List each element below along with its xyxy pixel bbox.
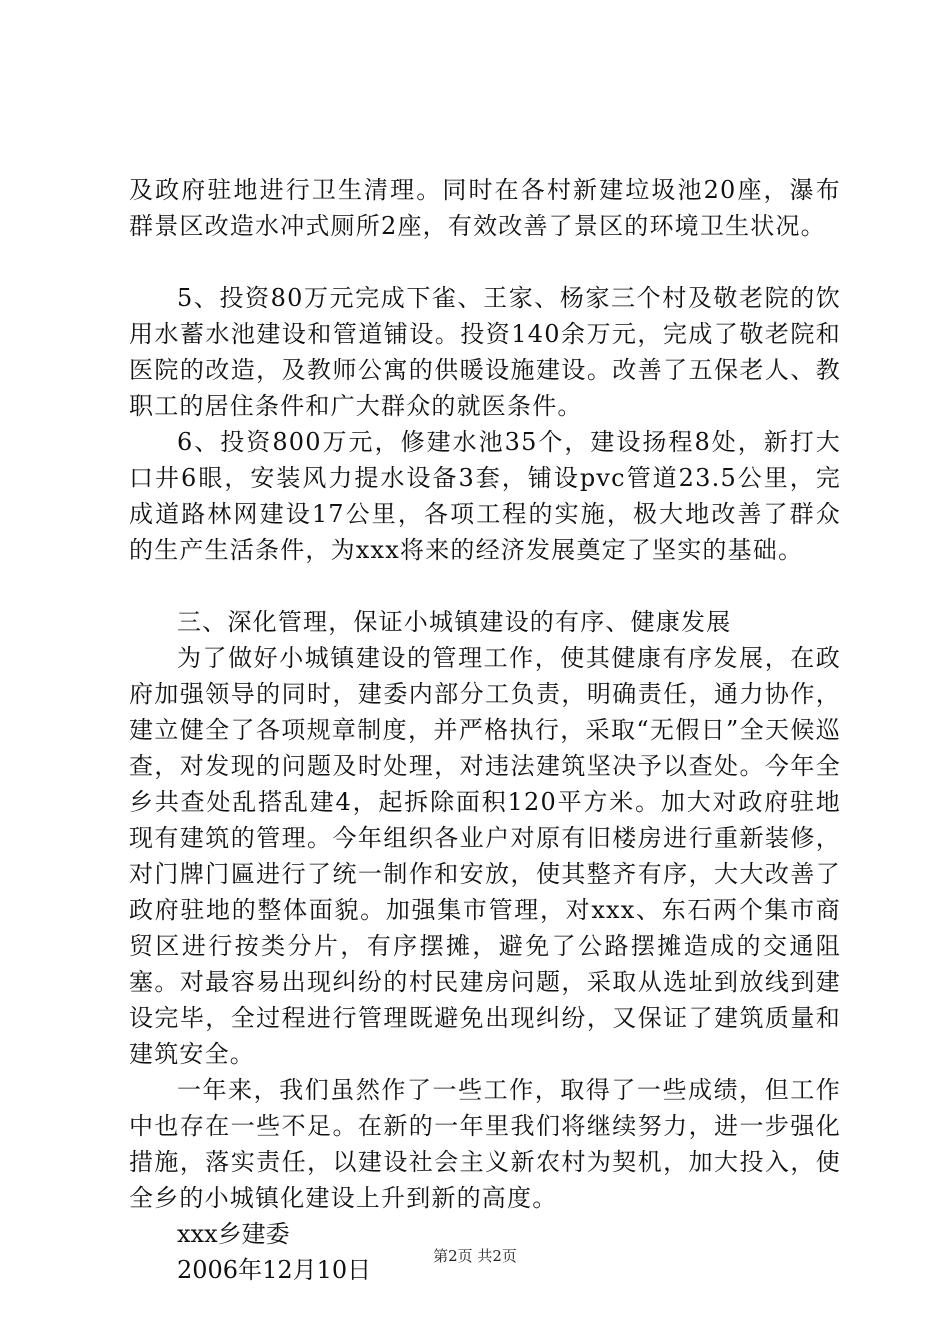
paragraph-gap <box>129 568 841 604</box>
document-date: 2006年12月10日 <box>177 1256 372 1284</box>
section-body: 为了做好小城镇建设的管理工作，使其健康有序发展，在政府加强领导的同时，建委内部分工负责，明确责任，通力协作，建立健全了各项规章制度，并严格执行，采取“无假日”全天候巡查，对发现的问题及时处理，对违法建筑坚决予以查处。今年全乡共查处乱搭乱建4，起拆除面积120平方米。加大对政府驻地现有建筑的管理。今年组织各业户对原有旧楼房进行重新装修，对门牌门匾进行了统一制作和安放，使其整齐有序，大大改善了政府驻地的整体面貌。加强集市管理，对xxx、东石两个集市商贸区进行按类分片，有序摆摊，避免了公路摆摊造成的交通阻塞。对最容易出现纠纷的村民建房问题，采取从选址到放线到建设完毕，全过程进行管理既避免出现纠纷，又保证了建筑质量和建筑安全。 <box>129 644 841 1068</box>
paragraph-gap <box>129 244 841 280</box>
document-body <box>129 172 841 1288</box>
paragraph-item-6: 6、投资800万元，修建水池35个，建设扬程8处，新打大口井6眼，安装风力提水设备3套，铺设pvc管道23.5公里，完成道路林网建设17公里，各项工程的实施，极大地改善了群众的生产生活条件，为xxx将来的经济发展奠定了坚实的基础。 <box>129 428 841 564</box>
paragraph-item-5: 5、投资80万元完成下雀、王家、杨家三个村及敬老院的饮用水蓄水池建设和管道铺设。投资140余万元，完成了敬老院和医院的改造，及教师公寓的供暖设施建设。改善了五保老人、教职工的居住条件和广大群众的就医条件。 <box>129 284 841 420</box>
page-footer: 第2页 共2页 <box>433 1247 517 1265</box>
section-heading: 三、深化管理，保证小城镇建设的有序、健康发展 <box>177 608 732 636</box>
paragraph-continuation: 及政府驻地进行卫生清理。同时在各村新建垃圾池20座，瀑布群景区改造水冲式厕所2座，有效改善了景区的环境卫生状况。 <box>129 176 841 240</box>
closing-paragraph: 一年来，我们虽然作了一些工作，取得了一些成绩，但工作中也存在一些不足。在新的一年里我们将继续努力，进一步强化措施，落实责任，以建设社会主义新农村为契机，加大投入，使全乡的小城镇化建设上升到新的高度。 <box>129 1076 841 1212</box>
signature: xxx乡建委 <box>177 1220 290 1248</box>
